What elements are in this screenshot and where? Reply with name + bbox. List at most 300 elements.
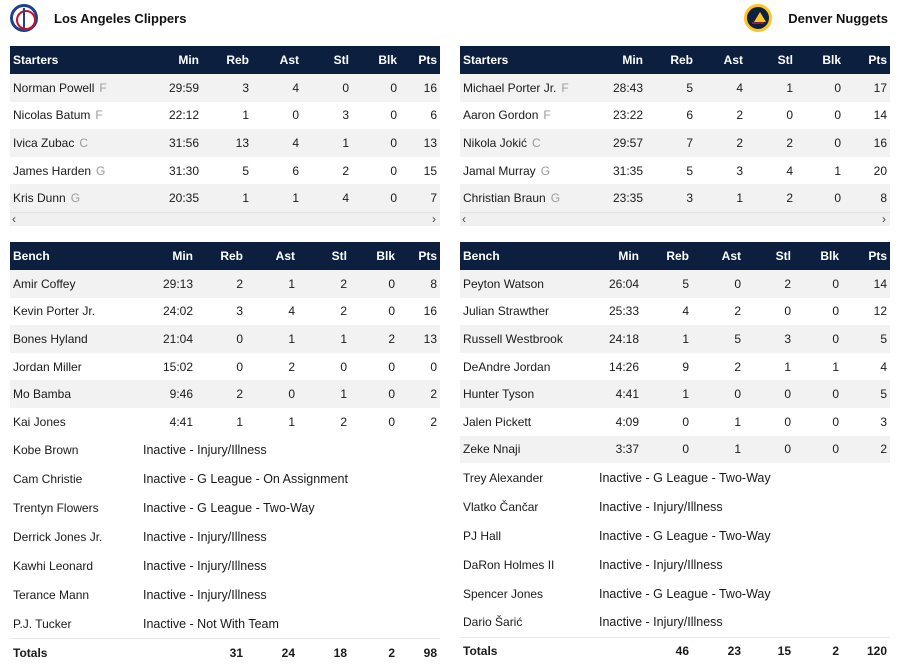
inactive-status: Inactive - Injury/Illness [596,492,890,521]
player-cell [10,74,150,102]
player-name[interactable]: PJ Hall [463,528,502,543]
totals-cell: 46 [642,637,692,665]
stat-cell: 2 [340,414,347,429]
stat-cell: 1 [202,184,252,212]
player-name[interactable]: Christian Braun [463,191,546,206]
team-header [10,0,440,36]
player-name[interactable]: Peyton Watson [463,276,544,291]
player-name[interactable]: Julian Strawther [463,304,550,319]
stat-cell: 6 [686,108,693,123]
stat-cell: 5 [242,163,249,178]
player-name[interactable]: Jordan Miller [13,359,82,374]
player-cell [10,380,140,408]
player-name[interactable]: Amir Coffey [13,276,76,291]
stat-cell: 22:12 [168,108,199,123]
inactive-row [10,581,440,610]
player-position: G [540,163,551,178]
stat-cell: 23:35 [600,184,646,212]
stat-cell: 24:18 [596,325,642,353]
stat-cell: 14 [873,108,887,123]
player-cell [460,380,596,408]
stat-cell: 0 [784,414,791,429]
starters-table [460,46,890,212]
player-cell [460,184,600,212]
totals-label: Totals [10,639,140,666]
stat-cell: 1 [298,380,350,408]
stat-cell: 1 [746,74,796,102]
stat-cell: 2 [196,270,246,298]
team-column-home [10,0,440,660]
inactive-status: Inactive - G League - Two-Way [596,521,890,550]
totals-cell: 24 [246,639,298,666]
stat-cell: 13 [202,129,252,157]
stat-cell: 0 [796,74,844,102]
player-cell [460,521,596,550]
stat-cell: 14:26 [608,359,639,374]
col-header: Ast [696,46,746,74]
player-cell [10,184,150,212]
stat-cell: 1 [692,436,744,464]
stat-cell: 0 [292,108,299,123]
inactive-row [10,523,440,552]
inactive-row [460,492,890,521]
stat-cell: 14 [842,270,890,298]
stat-cell: 29:13 [140,270,196,298]
stat-cell: 2 [746,184,796,212]
player-name[interactable]: Nikola Jokić [463,135,528,150]
player-name[interactable]: Dario Šarić [463,615,523,630]
player-name[interactable]: James Harden [13,163,92,178]
stat-cell: 1 [236,414,243,429]
stat-cell: 23:22 [612,108,643,123]
section-label: Starters [10,46,150,74]
col-header: Blk [794,242,842,270]
player-row [460,74,890,102]
totals-cell: 23 [692,637,744,665]
player-row [460,102,890,130]
stat-cell: 13 [400,129,440,157]
stat-cell: 0 [796,184,844,212]
player-position: F [99,80,107,95]
player-cell [460,353,596,381]
stat-cell: 0 [692,380,744,408]
section-label: Bench [10,242,140,270]
player-name[interactable]: Trentyn Flowers [13,501,99,516]
stat-cell: 16 [423,304,437,319]
inactive-status: Inactive - Not With Team [140,610,440,639]
team-header [460,0,890,36]
stat-cell: 4 [252,129,302,157]
stat-cell: 0 [246,380,298,408]
col-header: Reb [642,242,692,270]
horizontal-scrollbar[interactable] [460,212,890,226]
stat-cell: 4 [786,163,793,178]
stat-cell: 9:46 [140,380,196,408]
player-row [460,436,890,464]
stat-cell: 0 [430,359,437,374]
col-header: Min [596,242,642,270]
stat-cell: 2 [398,380,440,408]
totals-cell [596,637,642,665]
stat-cell: 4 [288,304,295,319]
stat-cell: 2 [340,304,347,319]
player-cell [460,129,600,157]
totals-label: Totals [460,637,596,665]
stat-cell: 2 [734,359,741,374]
stat-cell: 8 [398,270,440,298]
col-header: Min [150,46,202,74]
stat-cell: 16 [400,74,440,102]
stat-cell: 16 [844,129,890,157]
player-name[interactable]: Terance Mann [13,588,90,603]
stat-cell: 2 [350,325,398,353]
stat-cell: 1 [734,414,741,429]
stat-cell: 1 [784,359,791,374]
player-row [460,157,890,185]
inactive-status: Inactive - Injury/Illness [596,550,890,579]
col-header: Min [600,46,646,74]
player-row [10,353,440,381]
col-header: Min [140,242,196,270]
inactive-row [460,521,890,550]
bench-table [460,242,890,665]
player-name[interactable]: Trey Alexander [463,470,544,485]
stat-cell: 0 [390,108,397,123]
stat-cell: 2 [288,359,295,374]
player-row [460,325,890,353]
stat-cell: 2 [746,129,796,157]
player-cell [460,436,596,464]
player-name[interactable]: DeAndre Jordan [463,359,551,374]
nuggets-logo-icon [744,4,772,32]
stat-cell: 4 [696,74,746,102]
player-name[interactable]: Mo Bamba [13,387,72,402]
inactive-status: Inactive - G League - On Assignment [140,465,440,494]
stat-cell: 0 [834,108,841,123]
col-header: Blk [350,242,398,270]
col-header: Stl [298,242,350,270]
player-row [10,157,440,185]
totals-row [10,639,440,666]
col-header: Ast [246,242,298,270]
stat-cell: 2 [734,304,741,319]
stat-cell: 4:41 [596,380,642,408]
chevron-right-icon[interactable]: › [882,211,886,226]
player-position: G [550,191,561,206]
player-position: C [532,135,541,150]
player-name[interactable]: Kobe Brown [13,443,79,458]
stat-cell: 0 [350,270,398,298]
bench-table [10,242,440,666]
stat-cell: 0 [388,414,395,429]
stat-cell: 4:09 [615,414,639,429]
player-name[interactable]: Cam Christie [13,472,83,487]
inactive-row [10,436,440,465]
player-name[interactable]: Zeke Nnaji [463,442,521,457]
player-name[interactable]: Kawhi Leonard [13,559,94,574]
player-position: F [543,108,551,123]
player-name[interactable]: Nicolas Batum [13,108,91,123]
stat-cell: 25:33 [608,304,639,319]
stat-cell: 8 [844,184,890,212]
player-cell [10,157,150,185]
totals-cell: 98 [398,639,440,666]
chevron-left-icon[interactable]: ‹ [12,211,16,226]
inactive-row [10,610,440,639]
player-cell [10,270,140,298]
stat-cell: 0 [784,304,791,319]
player-cell [10,408,140,436]
stat-cell: 2 [430,414,437,429]
player-name[interactable]: Kevin Porter Jr. [13,304,96,319]
stat-cell: 7 [646,129,696,157]
stat-cell: 1 [246,325,298,353]
table-header-row [10,242,440,270]
player-cell [460,270,596,298]
stat-cell: 0 [388,304,395,319]
player-row [10,74,440,102]
stat-cell: 3 [880,414,887,429]
section-label: Starters [460,46,600,74]
stat-cell: 1 [832,359,839,374]
player-row [460,184,890,212]
player-cell [10,298,140,326]
player-name[interactable]: Vlatko Čančar [463,499,539,514]
stat-cell: 0 [340,359,347,374]
player-name[interactable]: Norman Powell [13,80,95,95]
stat-cell: 0 [832,414,839,429]
inactive-status: Inactive - Injury/Illness [596,608,890,637]
stat-cell: 31:56 [150,129,202,157]
stat-cell: 1 [834,163,841,178]
col-header: Stl [746,46,796,74]
inactive-row [460,550,890,579]
player-name[interactable]: Hunter Tyson [463,387,535,402]
player-cell [460,579,596,608]
stat-cell: 0 [388,359,395,374]
player-cell [10,353,140,381]
player-row [460,270,890,298]
stat-cell: 3 [736,163,743,178]
stat-cell: 2 [298,270,350,298]
player-name[interactable]: Derrick Jones Jr. [13,530,103,545]
stat-cell: 17 [844,74,890,102]
col-header: Ast [252,46,302,74]
horizontal-scrollbar[interactable] [10,212,440,226]
stat-cell: 31:30 [168,163,199,178]
player-cell [10,465,140,494]
stat-cell: 0 [794,325,842,353]
stat-cell: 0 [352,74,400,102]
col-header: Blk [352,46,400,74]
player-name[interactable]: Jamal Murray [463,163,536,178]
stat-cell: 9 [682,359,689,374]
stat-cell: 29:59 [150,74,202,102]
inactive-status: Inactive - Injury/Illness [140,523,440,552]
player-cell [460,298,596,326]
starters-table [10,46,440,212]
player-position: G [96,163,106,178]
stat-cell: 0 [390,163,397,178]
stat-cell: 26:04 [596,270,642,298]
player-name[interactable]: Kai Jones [13,414,66,429]
stat-cell: 5 [642,270,692,298]
stat-cell: 28:43 [600,74,646,102]
stat-cell: 1 [252,184,302,212]
player-row [10,270,440,298]
player-cell [10,552,140,581]
chevron-right-icon[interactable]: › [432,211,436,226]
player-row [10,102,440,130]
stat-cell: 15:02 [162,359,193,374]
stat-cell: 3 [202,74,252,102]
stat-cell: 5 [842,325,890,353]
inactive-row [460,463,890,492]
player-row [460,298,890,326]
stat-cell: 13 [398,325,440,353]
player-name[interactable]: Bones Hyland [13,331,88,346]
player-cell [10,102,150,130]
player-position: G [70,191,81,206]
stat-cell: 0 [692,270,744,298]
stat-cell: 24:02 [162,304,193,319]
stat-cell: 0 [786,108,793,123]
stat-cell: 1 [642,380,692,408]
stat-cell: 29:57 [600,129,646,157]
inactive-status: Inactive - G League - Two-Way [596,579,890,608]
player-name[interactable]: Ivica Zubac [13,135,75,150]
stat-cell: 0 [794,380,842,408]
stat-cell: 1 [696,184,746,212]
col-header: Reb [202,46,252,74]
table-header-row [460,46,890,74]
totals-cell: 2 [794,637,842,665]
stat-cell: 20:35 [150,184,202,212]
stat-cell: 12 [873,304,887,319]
player-cell [10,129,150,157]
player-row [460,129,890,157]
player-name[interactable]: Aaron Gordon [463,108,539,123]
player-row [10,298,440,326]
stat-cell: 7 [400,184,440,212]
player-name[interactable]: Jalen Pickett [463,414,532,429]
player-row [460,408,890,436]
inactive-status: Inactive - Injury/Illness [140,581,440,610]
player-cell [10,581,140,610]
stat-cell: 31:35 [612,163,643,178]
stat-cell: 6 [292,163,299,178]
player-name[interactable]: Kris Dunn [13,191,66,206]
col-header: Reb [646,46,696,74]
stat-cell: 2 [342,163,349,178]
inactive-row [460,608,890,637]
player-position: C [79,135,89,150]
stat-cell: 2 [842,436,890,464]
stat-cell: 20 [873,163,887,178]
player-row [10,184,440,212]
stat-cell: 0 [794,270,842,298]
stat-cell: 3 [646,184,696,212]
player-name[interactable]: Spencer Jones [463,586,544,601]
inactive-row [10,552,440,581]
player-row [460,353,890,381]
section-label: Bench [460,242,596,270]
stat-cell: 0 [744,380,794,408]
stat-cell: 0 [196,325,246,353]
stat-cell: 5 [686,163,693,178]
col-header: Reb [196,242,246,270]
stat-cell: 2 [696,129,746,157]
stat-cell: 3 [342,108,349,123]
stat-cell: 1 [302,129,352,157]
col-header: Ast [692,242,744,270]
stat-cell: 4 [682,304,689,319]
inactive-status: Inactive - Injury/Illness [140,436,440,465]
col-header: Pts [844,46,890,74]
team-name: Denver Nuggets [788,10,888,26]
stat-cell: 0 [350,380,398,408]
totals-cell: 120 [842,637,890,665]
player-position: F [95,108,103,123]
stat-cell: 21:04 [140,325,196,353]
player-cell [460,74,600,102]
team-column-away [460,0,890,659]
col-header: Pts [400,46,440,74]
col-header: Pts [398,242,440,270]
player-row [10,129,440,157]
totals-cell: 18 [298,639,350,666]
stat-cell: 0 [302,74,352,102]
stat-cell: 2 [196,380,246,408]
chevron-left-icon[interactable]: ‹ [462,211,466,226]
player-name[interactable]: Michael Porter Jr. [463,80,557,95]
totals-cell [140,639,196,666]
player-cell [10,494,140,523]
player-row [10,325,440,353]
player-cell [10,325,140,353]
stat-cell: 6 [430,108,437,123]
player-cell [460,550,596,579]
player-name[interactable]: Russell Westbrook [463,331,563,346]
stat-cell: 2 [744,270,794,298]
stat-cell: 3 [744,325,794,353]
player-cell [460,102,600,130]
stat-cell: 0 [682,414,689,429]
inactive-row [460,579,890,608]
stat-cell: 4 [880,359,887,374]
stat-cell: 0 [236,359,243,374]
table-header-row [460,242,890,270]
player-cell [10,523,140,552]
player-cell [460,463,596,492]
player-cell [460,492,596,521]
totals-cell: 2 [350,639,398,666]
stat-cell: 1 [246,270,298,298]
stat-cell: 1 [298,325,350,353]
stat-cell: 0 [352,184,400,212]
player-name[interactable]: P.J. Tucker [13,616,72,631]
player-row [10,408,440,436]
stat-cell: 1 [242,108,249,123]
stat-cell: 3:37 [596,436,642,464]
stat-cell: 15 [423,163,437,178]
stat-cell: 0 [642,436,692,464]
inactive-status: Inactive - G League - Two-Way [596,463,890,492]
col-header: Stl [744,242,794,270]
stat-cell: 1 [288,414,295,429]
team-name: Los Angeles Clippers [54,10,187,26]
player-name[interactable]: DaRon Holmes II [463,557,555,572]
